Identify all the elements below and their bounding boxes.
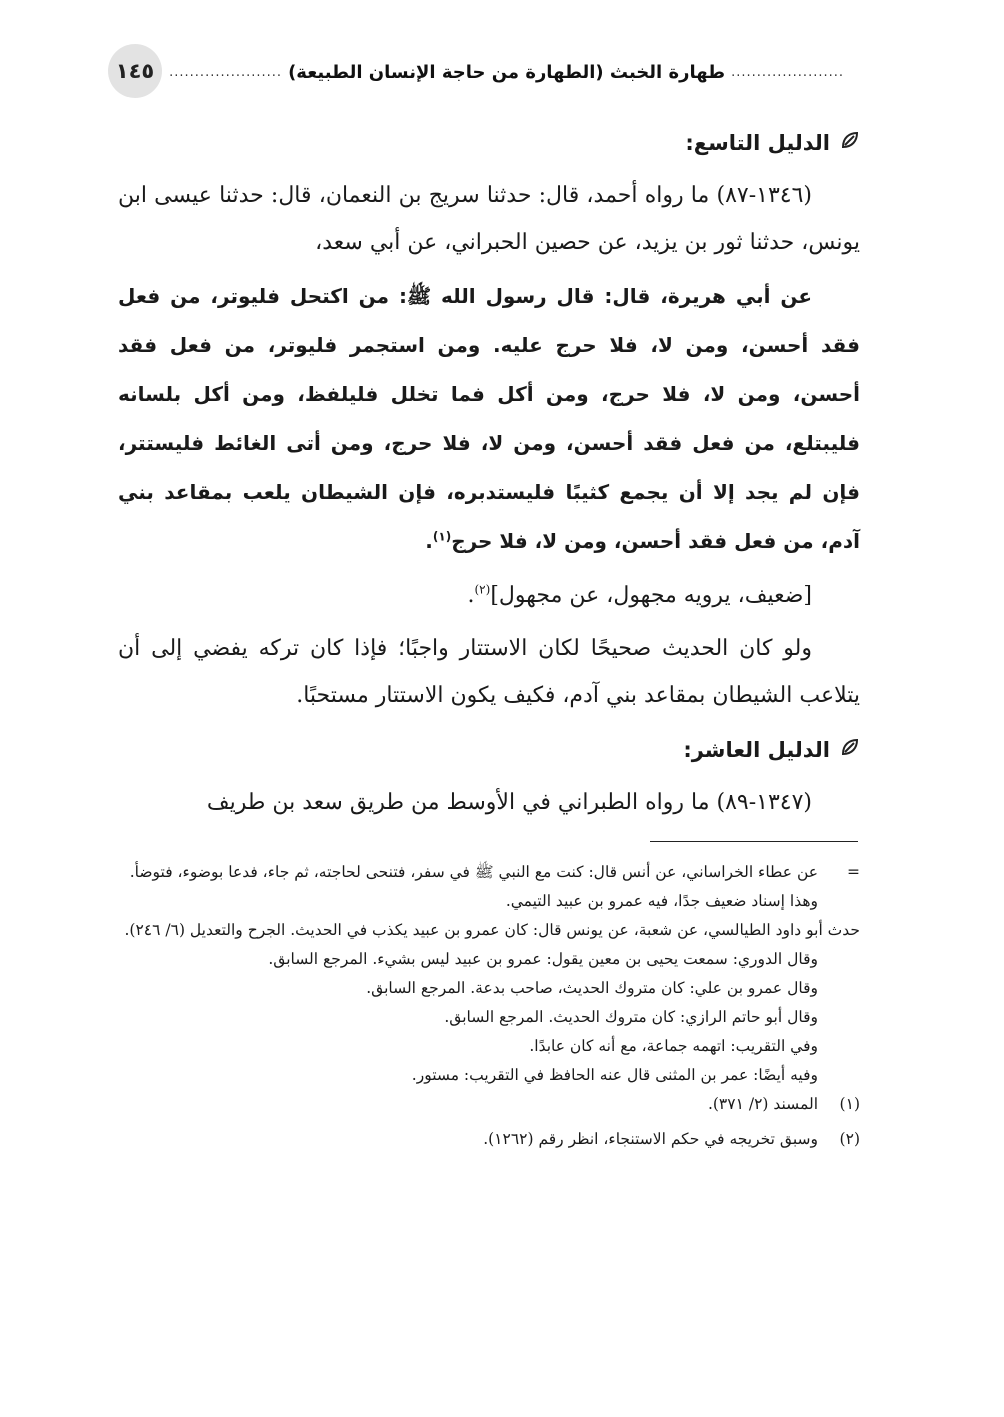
footnote-ref-2: (٢) [474,582,491,597]
footnote-continuation [118,858,860,887]
isnad-paragraph-2: (١٣٤٧-٨٩) ما رواه الطبراني في الأوسط من طريق سعد بن طريف [206,790,812,815]
footnote-line: وقال أبو حاتم الرازي: كان متروك الحديث. المرجع السابق. [444,1008,818,1026]
footnote-text: المسند (٢/ ٣٧١). [707,1095,818,1113]
heading-text: الدليل التاسع: [685,131,830,155]
footnote-line: وقال الدوري: سمعت يحيى بن معين يقول: عمرو بن عبيد ليس بشيء. المرجع السابق. [268,950,818,968]
page-header [108,44,844,96]
footnote-number: (١) [839,1095,860,1113]
footnote-number: (٢) [839,1130,860,1148]
footnote-2 [118,1125,860,1154]
footnote-ref-1: (١) [432,529,452,544]
continuation-mark: = [847,863,860,881]
leaf-ornament-icon [840,118,860,168]
hadith-text [118,272,860,566]
main-text [118,118,860,832]
footnote-1 [118,1090,860,1119]
footnote-line: وفيه أيضًا: عمر بن المثنى قال عنه الحافظ في التقريب: مستور. [411,1066,818,1084]
hadith-body: عن أبي هريرة، قال: قال رسول الله ﷺ: من اكتحل فليوتر، من فعل فقد أحسن، ومن لا، فلا حرج عليه. ومن استجمر فليوتر، من فعل فقد أحسن، ومن لا، فلا حرج، ومن أكل فما تخلل فليلفظ، ومن أكل بلسانه فليبتلع، من فعل فقد أحسن، ومن لا، فلا حرج، ومن أتى الغائط فليستتر، فإن لم يجد إلا أن يجمع كثيبًا فليستدبره، فإن الشيطان يلعب بمقاعد بني آدم، من فعل فقد أحسن، ومن لا، فلا حرج [118,284,860,553]
footnote-line: عن عطاء الخراساني، عن أنس قال: كنت مع النبي ﷺ في سفر، فتنحى لحاجته، ثم جاء، فدعا بوضوء، فتوضأ. [129,863,818,881]
running-title [169,57,844,87]
footnote-text: وسبق تخريجه في حكم الاستنجاء، انظر رقم (١٢٦٢). [483,1130,818,1148]
footnote-line: وقال عمرو بن علي: كان متروك الحديث، صاحب بدعة. المرجع السابق. [366,979,818,997]
footnote-line: حدث أبو داود الطيالسي، عن شعبة، عن يونس قال: كان عمرو بن عبيد يكذب في الحديث. الجرح والتعديل (٦/ ٢٤٦). [124,921,860,939]
leaf-ornament-icon [840,725,860,775]
footnote-line: وهذا إسناد ضعيف جدًا، فيه عمرو بن عبيد التيمي. [505,892,818,910]
leader-dots-right: ...................... [731,64,844,80]
running-title-text: طهارة الخبث (الطهارة من حاجة الإنسان الطبيعة) [288,61,726,83]
grade-end: . [467,583,475,608]
heading-text: الدليل العاشر: [683,738,830,762]
page-number: ١٤٥ [108,44,162,98]
footnotes [118,858,860,1154]
footnote-line: وفي التقريب: اتهمه جماعة، مع أنه كان عابدًا. [529,1037,818,1055]
footnote-divider [650,841,858,842]
hadith-end: . [425,529,433,553]
commentary-paragraph: ولو كان الحديث صحيحًا لكان الاستتار واجبًا؛ فإذا كان تركه يفضي إلى أن يتلاعب الشيطان بمقاعد بني آدم، فكيف يكون الاستتار مستحبًا. [118,636,860,708]
section-heading-tenth [118,725,860,775]
section-heading-ninth [118,118,860,168]
grade-text: [ضعيف، يرويه مجهول، عن مجهول] [490,583,812,608]
leader-dots-left: ...................... [169,64,283,80]
grade-line [118,572,860,619]
isnad-paragraph: (١٣٤٦-٨٧) ما رواه أحمد، قال: حدثنا سريج بن النعمان، قال: حدثنا عيسى ابن يونس، حدثنا ثور بن يزيد، عن حصين الحبراني، عن أبي سعد، [118,183,860,255]
